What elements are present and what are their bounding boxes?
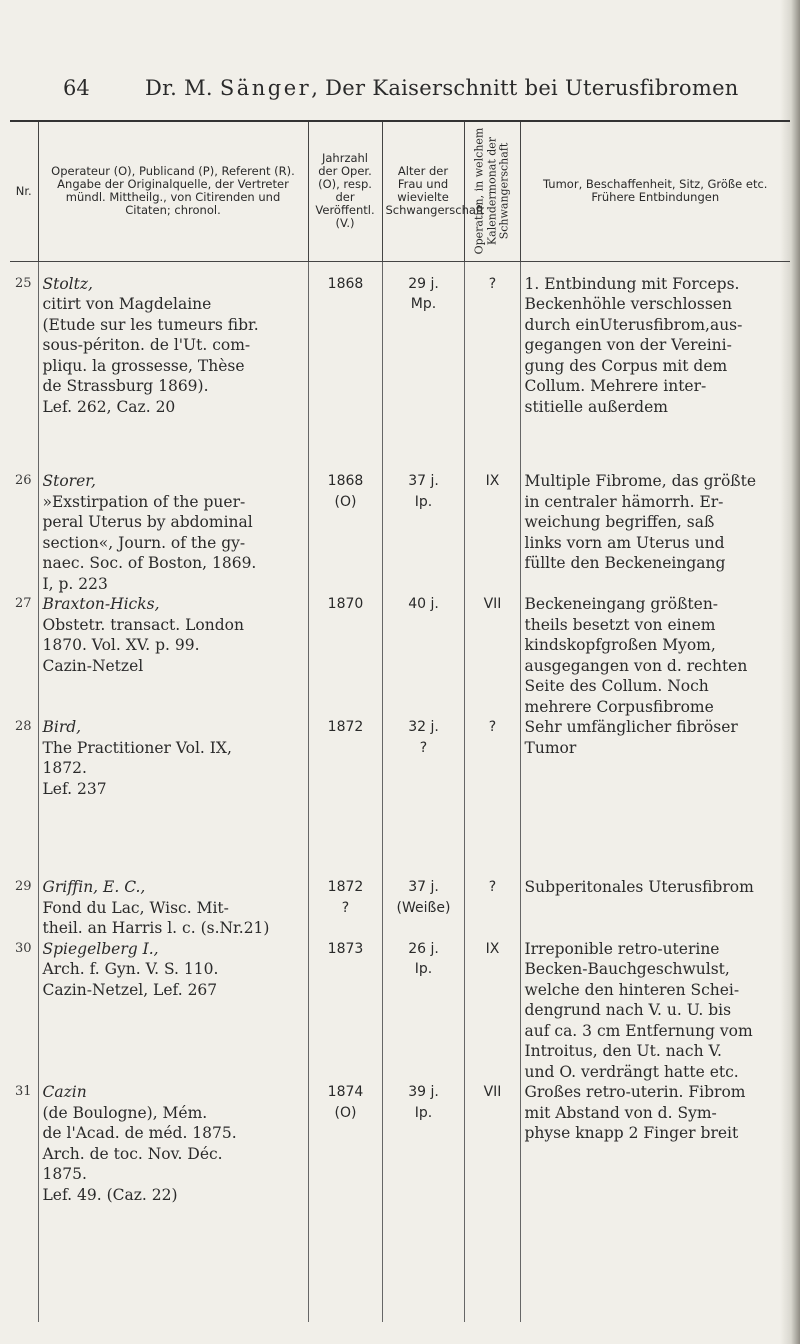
source-line: (de Boulogne), Mém. [42,1103,208,1122]
tumor-line: theils besetzt von einem [524,615,716,634]
source-line: theil. an Harris l. c. (s.Nr.21) [42,919,270,937]
source-line: 1875. [42,1165,87,1183]
source-line: »Exstirpation of the puer- [42,492,246,511]
header-month-cell [464,121,520,261]
source-line: naec. Soc. of Boston, 1869. [42,554,257,572]
source-line: (Etude sur les tumeurs fibr. [42,315,259,334]
year-note: (O) [334,493,357,510]
tumor-line: gegangen von der Vereini- [524,336,732,354]
table-row [10,261,790,471]
age-value: 26 j. [408,940,439,957]
source-cell [38,261,308,471]
header-age: Alter der Frau und wievielte Schwangerschaft [382,121,464,261]
tumor-line: Irreponible retro-uterine [524,939,720,958]
age-cell [382,877,464,939]
year-cell [308,877,382,939]
tumor-line: auf ca. 3 cm Entfernung vom [524,1021,753,1040]
month-value: ? [464,877,520,939]
source-line: 1872. [42,759,87,777]
source-line: The Practitioner Vol. IX, [42,738,232,757]
pregnancy-value: Ip. [414,493,433,510]
age-cell [382,594,464,717]
tumor-line: Beckenhöhle verschlossen [524,295,732,313]
tumor-cell [520,939,790,1083]
tumor-line: Beckeneingang größten- [524,595,719,613]
pregnancy-value: (Weiße) [396,899,451,916]
tumor-line: in centraler hämorrh. Er- [524,492,724,511]
table-row [10,1082,790,1322]
year-cell [308,717,382,877]
tumor-cell [520,717,790,877]
month-value: IX [464,939,520,1083]
year-cell [308,1082,382,1322]
tumor-cell [520,471,790,594]
running-title [145,76,739,100]
tumor-cell [520,261,790,471]
tumor-line: mehrere Corpusfibrome [524,697,714,716]
author-name: Stoltz, [42,274,93,293]
row-number: 30 [14,940,32,956]
year-value: 1868 [327,473,364,489]
running-header [0,70,800,110]
age-value: 37 j. [408,879,439,895]
year-value: 1868 [327,275,364,292]
source-cell [38,471,308,594]
tumor-line: ausgegangen von d. rechten [524,656,748,675]
tumor-line: welche den hinteren Schei- [524,980,740,999]
age-value: 37 j. [408,473,439,489]
tumor-line: Introitus, den Ut. nach V. [524,1042,722,1060]
month-value: VII [464,1082,520,1322]
source-line: Arch. de toc. Nov. Déc. [42,1144,223,1163]
source-line: Lef. 49. (Caz. 22) [42,1185,178,1204]
age-cell [382,471,464,594]
tumor-line: Seite des Collum. Noch [524,677,709,695]
table-body [10,261,790,1322]
header-nr: Nr. [10,121,38,261]
source-line: pliqu. la grossesse, Thèse [42,356,245,375]
month-value: VII [464,594,520,717]
tumor-line: Becken-Bauchgeschwulst, [524,960,730,978]
pregnancy-value: Mp. [410,296,437,312]
table-row [10,939,790,1083]
header-year: Jahrzahl der Oper. (O), resp. der Veröffentl. (V.) [308,121,382,261]
source-line: Cazin-Netzel [42,656,144,675]
header-operator: Operateur (O), Publicand (P), Referent (R). Angabe der Originalquelle, der Vertreter mündl. Mittheilg., von Citirenden und Citaten; chronol. [38,121,308,261]
tumor-line: füllte den Beckeneingang [524,554,726,572]
author-name: Griffin, E. C., [42,878,146,896]
case-table [10,120,790,1322]
age-cell [382,1082,464,1322]
tumor-line: Subperitonales Uterusfibrom [524,878,754,896]
header-tumor: Tumor, Beschaffenheit, Sitz, Größe etc. Frühere Entbindungen [520,121,790,261]
year-value: 1872 [327,879,364,895]
year-value: 1873 [327,940,364,957]
source-line: Lef. 237 [42,779,107,798]
year-value: 1874 [327,1084,364,1100]
source-line: Arch. f. Gyn. V. S. 110. [42,960,219,978]
tumor-line: mit Abstand von d. Sym- [524,1103,717,1122]
source-line: 1870. Vol. XV. p. 99. [42,636,200,654]
author-name: Spiegelberg I., [42,939,159,958]
tumor-line: physe knapp 2 Finger breit [524,1124,739,1142]
title-rest: , Der Kaiserschnitt bei Uterusfibromen [311,76,739,100]
month-value: ? [464,717,520,877]
tumor-line: links vorn am Uterus und [524,533,725,552]
year-cell [308,939,382,1083]
tumor-line: 1. Entbindung mit Forceps. [524,274,740,293]
year-note: ? [341,899,350,916]
tumor-line: Tumor [524,738,577,757]
source-line: Fond du Lac, Wisc. Mit- [42,898,229,917]
source-line: citirt von Magdelaine [42,295,212,313]
tumor-line: Multiple Fibrome, das größte [524,472,757,490]
source-line: Obstetr. transact. London [42,615,244,634]
author-name: Bird, [42,718,82,736]
month-value: IX [464,471,520,594]
tumor-line: gung des Corpus mit dem [524,356,728,375]
tumor-line: Großes retro-uterin. Fibrom [524,1083,746,1101]
source-cell [38,877,308,939]
source-line: Cazin-Netzel, Lef. 267 [42,980,218,999]
page-number: 64 [63,76,90,100]
row-number: 27 [14,596,32,611]
row-number: 31 [14,1084,32,1099]
source-line: Lef. 262, Caz. 20 [42,397,176,416]
year-value: 1870 [327,596,364,612]
tumor-line: stitielle außerdem [524,397,668,416]
row-number: 25 [14,275,32,291]
row-number: 29 [14,879,32,894]
table-row [10,471,790,594]
year-note: (O) [334,1104,357,1121]
tumor-cell [520,877,790,939]
tumor-line: kindskopfgroßen Myom, [524,636,716,654]
tumor-line: dengrund nach V. u. U. bis [524,1001,732,1019]
source-cell [38,939,308,1083]
title-author: Sänger [219,76,312,100]
tumor-line: weichung begriffen, saß [524,513,715,531]
tumor-line: durch einUterusfibrom,aus- [524,315,743,334]
pregnancy-value: ? [419,739,428,756]
source-cell [38,1082,308,1322]
tumor-line: Collum. Mehrere inter- [524,377,707,395]
age-cell [382,261,464,471]
author-name: Cazin [42,1083,87,1101]
age-value: 29 j. [408,275,439,292]
source-line: sous-périton. de l'Ut. com- [42,336,251,354]
year-value: 1872 [327,719,364,735]
age-value: 40 j. [408,596,439,612]
pregnancy-value: Ip. [414,961,433,977]
source-line: peral Uterus by abdominal [42,513,253,531]
author-name: Storer, [42,472,96,490]
year-cell [308,261,382,471]
age-value: 39 j. [408,1084,439,1100]
source-line: de Strassburg 1869). [42,377,209,395]
pregnancy-value: Ip. [414,1104,433,1121]
source-line: section«, Journ. of the gy- [42,533,246,552]
table-row [10,877,790,939]
table-row [10,717,790,877]
tumor-line: und O. verdrängt hatte etc. [524,1062,739,1081]
year-cell [308,594,382,717]
title-prefix: Dr. M. [145,76,220,100]
source-line: de l'Acad. de méd. 1875. [42,1124,237,1142]
source-cell [38,594,308,717]
tumor-cell [520,1082,790,1322]
age-cell [382,717,464,877]
year-cell [308,471,382,594]
table-row [10,594,790,717]
row-number: 28 [14,719,32,734]
source-line: I, p. 223 [42,574,108,593]
tumor-cell [520,594,790,717]
source-cell [38,717,308,877]
row-number: 26 [14,473,32,488]
tumor-line: Sehr umfänglicher fibröser [524,718,738,736]
header-month: Operation, in welchem Kalendermonat der Schwangerschaft [472,127,511,255]
age-cell [382,939,464,1083]
author-name: Braxton-Hicks, [42,595,160,613]
age-value: 32 j. [408,719,439,735]
table-header [10,121,790,261]
month-value: ? [464,261,520,471]
